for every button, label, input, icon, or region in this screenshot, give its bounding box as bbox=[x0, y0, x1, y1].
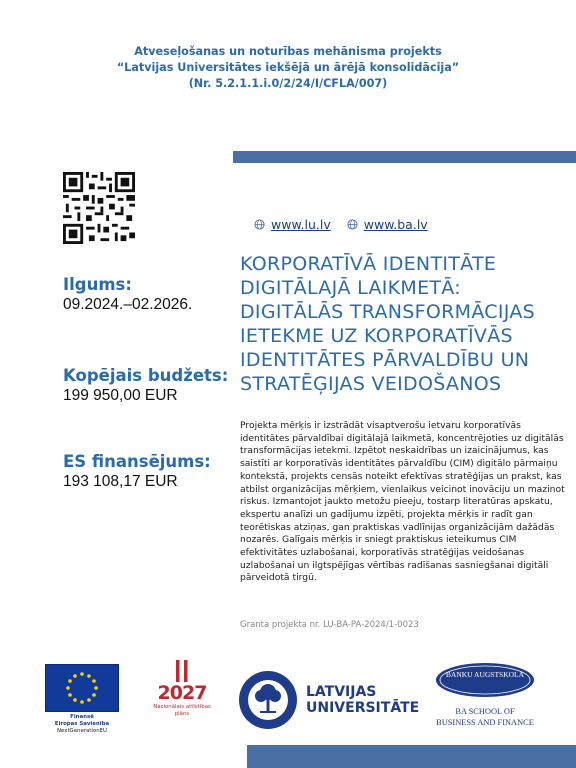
globe-icon bbox=[347, 219, 358, 230]
header-line-2: “Latvijas Universitātes iekšējā un ārējā konsolidācija” bbox=[116, 61, 460, 74]
budget-label: Kopējais budžets: bbox=[63, 366, 229, 385]
title-line: DIGITĀLĀS TRANSFORMĀCIJAS bbox=[240, 301, 535, 323]
grant-number: Granta projekta nr. LU-BA-PA-2024/1-0023 bbox=[240, 620, 419, 630]
ba-logo bbox=[435, 662, 535, 728]
qr-code-icon[interactable] bbox=[63, 172, 135, 244]
ba-line-2: BUSINESS AND FINANCE bbox=[436, 718, 534, 727]
national-plan-year: 2027 bbox=[157, 682, 207, 704]
national-plan-caption: Nacionālais attīstības plāns bbox=[153, 704, 211, 717]
eu-caption-2: Eiropas Savienība bbox=[54, 721, 110, 727]
ba-badge-text: BANKU AUGSTSKOLA bbox=[445, 670, 525, 679]
lu-line-1: LATVIJAS bbox=[306, 684, 377, 700]
ba-line-1: BA SCHOOL OF bbox=[455, 707, 515, 716]
national-plan-icon bbox=[172, 660, 192, 682]
link-ba[interactable] bbox=[347, 217, 428, 232]
eu-flag-icon bbox=[45, 664, 119, 712]
link-lu[interactable] bbox=[254, 217, 331, 232]
title-line: KORPORATĪVĀ IDENTITĀTE bbox=[240, 253, 497, 275]
top-accent-bar bbox=[233, 151, 576, 163]
duration-label: Ilgums: bbox=[63, 275, 132, 294]
eu-caption-3: NextGenerationEU bbox=[57, 728, 107, 734]
title-line: IDENTITĀTES PĀRVALDĪBU UN bbox=[240, 349, 530, 371]
budget-value: 199 950,00 EUR bbox=[63, 387, 178, 404]
globe-icon bbox=[254, 219, 265, 230]
duration-value: 09.2024.–02.2026. bbox=[63, 296, 193, 313]
project-description: Projekta mērķis ir izstrādāt visaptverošu ietvaru korporatīvās identitātes pārvaldībai digitālajā laikmetā, koncentrējoties uz digitālās transformācijas ietekmi. Izpētot neskaidrības un izaicinājumus, kas saistīti ar korporatīvās identitātes pārvaldību (CIM) digitālo pārmaiņu kontekstā, projekts censās noteikt efektīvas stratēģijas un prakst, kas atbilst organizācijas mērķiem, vienlaikus veicinot inovāciju un mazinot riskus. Izmantojot jaukto metožu pieeju, tostarp literatūras apskatu, ekspertu analīzi un gadījumu izpēti, projekta mērķis ir radīt gan teorētiskas atziņas, gan praktiskas vadlīnijas organizācijām dažādās nozarēs. Galīgais mērķis ir sniegt praktiskus ieteikumus CIM efektivitātes uzlabošanai, korporatīvās stratēģijas veidošanas uzlabošanai un ilgtspējīgas vērtības radīšanas sasniegšanai digitāli pārveidotā tirgū. bbox=[240, 420, 565, 584]
lu-line-2: UNIVERSITĀTE bbox=[306, 700, 420, 716]
header-line-1: Atveseļošanas un noturības mehānisma projekts bbox=[134, 45, 442, 58]
link-ba-label: www.ba.lv bbox=[363, 217, 428, 232]
link-lu-label: www.lu.lv bbox=[271, 217, 331, 232]
ba-badge-icon bbox=[435, 662, 535, 698]
project-title bbox=[240, 252, 570, 396]
lu-tree-seal-icon bbox=[238, 670, 298, 730]
header-line-3: (Nr. 5.2.1.1.i.0/2/24/I/CFLA/007) bbox=[188, 77, 388, 90]
title-line: DIGITĀLAJĀ LAIKMETĀ: bbox=[240, 277, 461, 299]
national-plan-logo bbox=[147, 660, 217, 718]
project-header bbox=[0, 44, 576, 92]
lu-logo bbox=[238, 670, 419, 730]
bottom-accent-bar bbox=[247, 745, 576, 768]
duration-block bbox=[63, 275, 192, 314]
eu-logo bbox=[45, 664, 119, 735]
eu-funding-value: 193 108,17 EUR bbox=[63, 473, 178, 490]
eu-funding-label: ES finansējums: bbox=[63, 452, 211, 471]
links-row bbox=[254, 217, 428, 232]
budget-block bbox=[63, 366, 228, 405]
title-line: STRATĒĢIJAS VEIDOŠANOS bbox=[240, 373, 502, 395]
title-line: IETEKME UZ KORPORATĪVĀS bbox=[240, 325, 513, 347]
eu-caption-1: Finansē bbox=[70, 714, 94, 720]
eu-funding-block bbox=[63, 452, 211, 491]
